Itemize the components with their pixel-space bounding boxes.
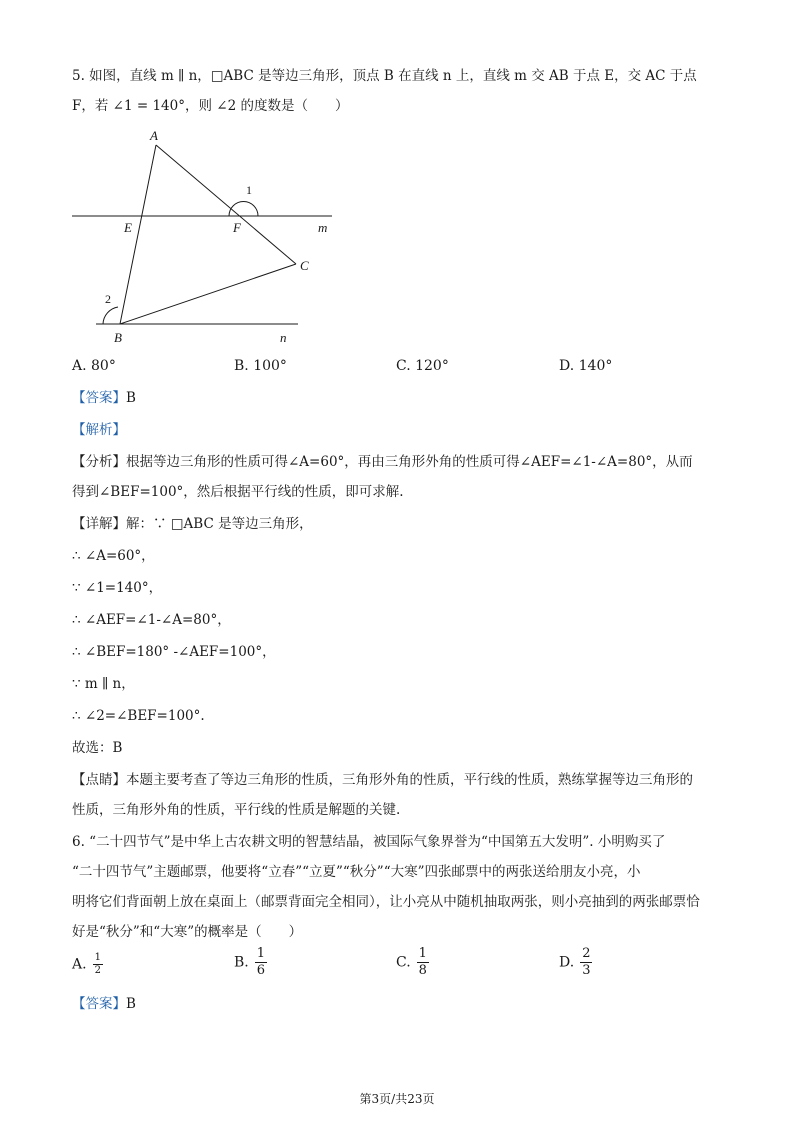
fraction: [417, 946, 429, 979]
q6-answer-row: [72, 994, 136, 1014]
q5-stem-line-1: 5. 如图，直线 m ∥ n，□ABC 是等边三角形，顶点 B 在直线 n 上，直线 m 交 AB 于点 E，交 AC 于点: [72, 68, 697, 84]
detail-tag: 【详解】: [72, 516, 126, 532]
label-angle-1: 1: [246, 183, 252, 197]
q5-detail-line-4: ∴ ∠AEF=∠1-∠A=80°，: [72, 612, 231, 628]
denominator: 3: [582, 963, 591, 978]
answer-tag: 【答案】: [72, 996, 126, 1012]
fenxi-text-1: 根据等边三角形的性质可得∠A=60°，再由三角形外角的性质可得∠AEF=∠1-∠A=80°，从而: [126, 454, 693, 470]
q5-option-b: B. 100°: [234, 358, 287, 374]
side-bc: [120, 264, 296, 324]
angle-2-arc: [103, 307, 118, 324]
q5-option-a: A. 80°: [72, 358, 116, 374]
label-b: B: [114, 330, 122, 345]
denominator: 6: [256, 963, 266, 978]
option-letter: B.: [234, 954, 249, 971]
q6-stem-line-2: “二十四节气”主题邮票，他要将“立春”“立夏”“秋分”“大寒”四张邮票中的两张送给朋友小亮，小: [72, 864, 641, 880]
label-m: m: [318, 220, 328, 235]
q5-stem-line-2: F，若 ∠1 = 140°，则 ∠2 的度数是（ ）: [72, 98, 349, 114]
dianjing-text-1: 本题主要考查了等边三角形的性质，三角形外角的性质，平行线的性质，熟练掌握等边三角形的: [126, 772, 693, 788]
label-a: A: [150, 128, 158, 143]
angle-1-arc: [229, 202, 258, 217]
label-n: n: [280, 330, 287, 345]
q5-dianjing-line-2: 性质，三角形外角的性质，平行线的性质是解题的关键.: [72, 802, 401, 818]
q5-detail-line-3: ∵ ∠1=140°，: [72, 580, 163, 596]
q5-detail-line-7: ∴ ∠2=∠BEF=100°.: [72, 708, 205, 724]
q6-option-a: [72, 952, 103, 977]
q5-answer-row: [72, 388, 136, 408]
option-letter: D.: [559, 954, 575, 971]
answer-value: B: [126, 996, 136, 1012]
detail-text-1: 解：∵ □ABC 是等边三角形，: [126, 516, 313, 532]
q5-detail-line-6: ∵ m ∥ n，: [72, 676, 135, 692]
q6-stem-line-3: 明将它们背面朝上放在桌面上（邮票背面完全相同），让小亮从中随机抽取两张，则小亮抽到的两张邮票恰: [72, 894, 700, 910]
numerator: 1: [256, 946, 266, 961]
label-e: E: [124, 220, 132, 235]
numerator: 1: [418, 946, 427, 961]
q5-detail-line-5: ∴ ∠BEF=180° -∠AEF=100°，: [72, 644, 276, 660]
label-angle-2: 2: [105, 292, 111, 306]
label-f: F: [233, 220, 241, 235]
q5-fenxi-line-1: [72, 452, 693, 472]
q6-stem-line-1: 6. “二十四节气”是中华上古农耕文明的智慧结晶，被国际气象界誉为“中国第五大发明”. 小明购买了: [72, 834, 666, 850]
q6-option-c: [396, 946, 429, 979]
denominator: 2: [94, 965, 101, 976]
q6-option-d: [559, 946, 592, 979]
option-letter: A.: [72, 956, 87, 973]
dianjing-tag: 【点睛】: [72, 772, 126, 788]
q5-geometry-figure: [70, 128, 340, 348]
q5-fenxi-line-2: 得到∠BEF=100°，然后根据平行线的性质，即可求解.: [72, 484, 404, 500]
fenxi-tag: 【分析】: [72, 454, 126, 470]
page-footer: 第3页/共23页: [359, 1092, 435, 1106]
denominator: 8: [418, 963, 427, 978]
fraction: [93, 952, 103, 977]
fraction: [255, 946, 267, 979]
q5-detail-line-1: [72, 514, 313, 534]
answer-tag: 【答案】: [72, 390, 126, 406]
fraction: [580, 946, 592, 979]
option-letter: C.: [396, 954, 411, 971]
q5-detail-line-2: ∴ ∠A=60°，: [72, 548, 155, 564]
side-ac: [156, 145, 296, 264]
q5-dianjing-line-1: [72, 770, 693, 790]
q6-stem-line-4: 好是“秋分”和“大寒”的概率是（ ）: [72, 924, 303, 940]
q5-option-d: D. 140°: [559, 358, 613, 374]
numerator: 2: [582, 946, 591, 961]
q6-option-b: [234, 946, 267, 979]
q5-option-c: C. 120°: [396, 358, 449, 374]
answer-value: B: [126, 390, 136, 406]
label-c: C: [300, 258, 309, 273]
analysis-tag: 【解析】: [72, 422, 126, 438]
numerator: 1: [94, 952, 101, 963]
q5-choice: 故选：B: [72, 740, 123, 756]
q5-analysis-row: [72, 420, 126, 440]
